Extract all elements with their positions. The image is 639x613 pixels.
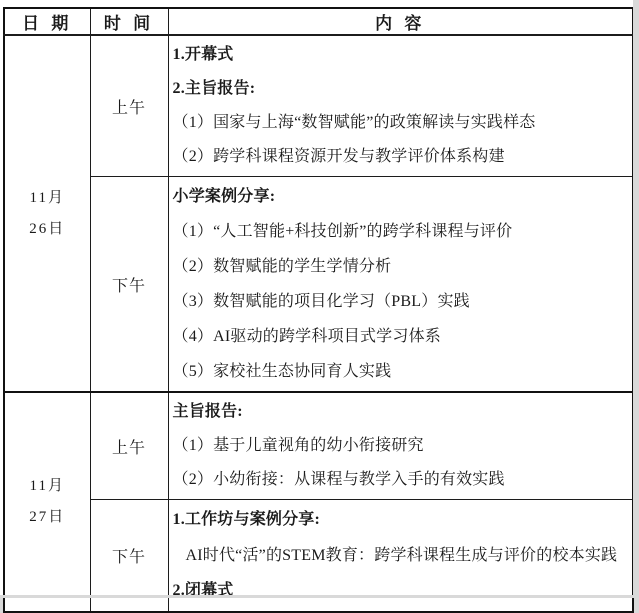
time-cell-afternoon: 下午 <box>90 500 168 612</box>
agenda-item: 1.开幕式 <box>173 38 629 72</box>
date-month: 11月 <box>5 183 90 214</box>
agenda-item: 主旨报告: <box>173 395 629 429</box>
time-cell-morning: 上午 <box>90 35 168 177</box>
header-date: 日 期 <box>4 8 90 35</box>
header-time: 时 间 <box>90 8 168 35</box>
agenda-item: （1）国家与上海“数智赋能”的政策解读与实践样态 <box>173 106 629 140</box>
agenda-item: （4）AI驱动的跨学科项目式学习体系 <box>173 319 629 354</box>
agenda-item: （2）数智赋能的学生学情分析 <box>173 249 629 284</box>
date-cell-nov26 <box>4 35 90 392</box>
content-cell-nov26-morning <box>168 35 633 177</box>
table-row-nov27-morning <box>4 392 633 500</box>
header-content: 内 容 <box>168 8 633 35</box>
screenshot-edge-right <box>633 0 639 598</box>
agenda-item: 2.主旨报告: <box>173 72 629 106</box>
agenda-item: 2.闭幕式 <box>173 573 629 609</box>
agenda-item: （2）小幼衔接：从课程与教学入手的有效实践 <box>173 463 629 497</box>
date-month: 11月 <box>5 471 90 502</box>
content-cell-nov26-afternoon <box>168 177 633 393</box>
date-day: 27日 <box>5 502 90 533</box>
date-day: 26日 <box>5 214 90 245</box>
agenda-item: 小学案例分享: <box>173 179 629 214</box>
agenda-item: （5）家校社生态协同育人实践 <box>173 354 629 389</box>
agenda-item: （1）“人工智能+科技创新”的跨学科课程与评价 <box>173 214 629 249</box>
agenda-item: 1.工作坊与案例分享: <box>173 502 629 538</box>
time-cell-afternoon: 下午 <box>90 177 168 393</box>
content-cell-nov27-morning <box>168 392 633 500</box>
table-row-nov26-afternoon <box>4 177 633 393</box>
date-cell-nov27 <box>4 392 90 612</box>
time-cell-morning: 上午 <box>90 392 168 500</box>
table-header-row <box>4 8 633 35</box>
agenda-item: （1）基于儿童视角的幼小衔接研究 <box>173 429 629 463</box>
agenda-item: AI时代“活”的STEM教育：跨学科课程生成与评价的校本实践 <box>173 538 629 574</box>
agenda-item: （3）数智赋能的项目化学习（PBL）实践 <box>173 284 629 319</box>
schedule-table <box>3 7 634 613</box>
table-row-nov26-morning <box>4 35 633 177</box>
agenda-item: （2）跨学科课程资源开发与教学评价体系构建 <box>173 140 629 174</box>
